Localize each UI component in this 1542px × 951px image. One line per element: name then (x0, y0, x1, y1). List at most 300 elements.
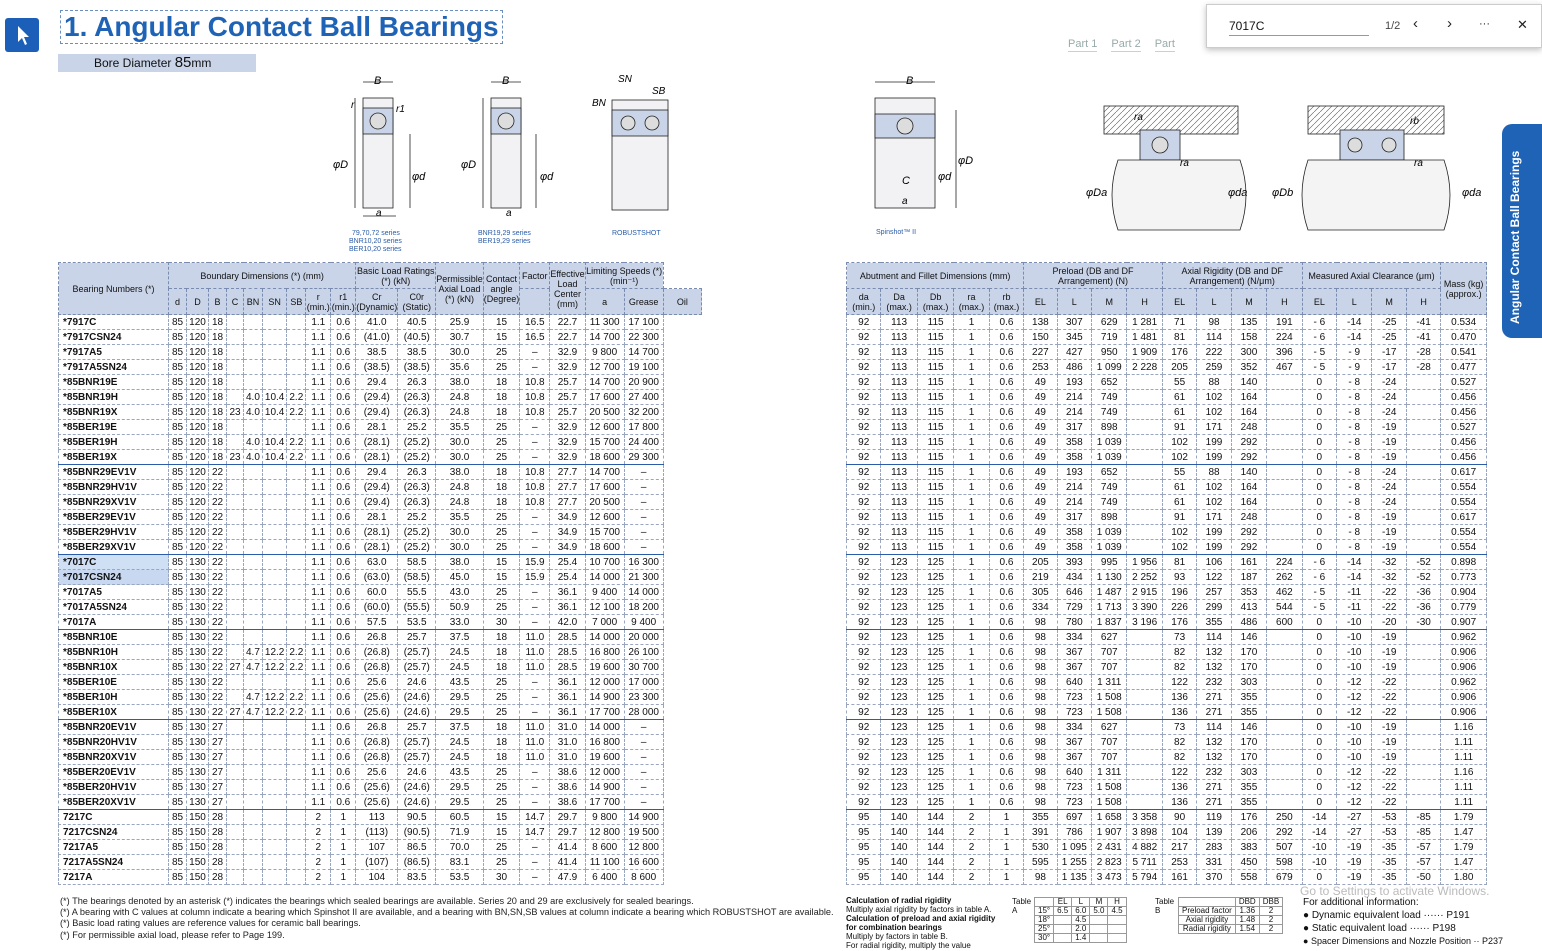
table-cell: 122 (1162, 765, 1196, 780)
find-prev-button[interactable]: ‹ (1413, 15, 1418, 32)
table-cell: 95 (847, 825, 881, 840)
table-cell: 85 (169, 645, 187, 660)
table-row (59, 405, 702, 420)
part-link[interactable]: Part 1 (1068, 38, 1098, 50)
table-cell: 27.7 (550, 480, 585, 495)
table-cell: 63.0 (356, 555, 398, 570)
table-cell: 303 (1231, 675, 1266, 690)
table-cell: 130 (187, 645, 209, 660)
table-cell (1406, 765, 1440, 780)
table-row (847, 780, 1487, 795)
table-cell: 26.8 (356, 720, 398, 735)
table-cell: - 6 (1302, 330, 1336, 345)
table-cell: 262 (1267, 570, 1302, 585)
table-cell: -12 (1337, 705, 1372, 720)
table-cell: 30.0 (436, 450, 484, 465)
table-cell: 1 (954, 525, 989, 540)
table-cell: 130 (187, 720, 209, 735)
table-cell (1127, 735, 1162, 750)
table-cell: 18 (209, 315, 227, 330)
table-cell: 25.9 (436, 315, 484, 330)
table-cell: 1.1 (306, 555, 331, 570)
table-row (59, 315, 702, 330)
table-cell: -10 (1337, 750, 1372, 765)
table-cell (287, 780, 306, 795)
table-cell: -11 (1337, 600, 1372, 615)
table-cell: Preload factor (1179, 907, 1236, 916)
table-b (1178, 897, 1283, 934)
table-cell (1406, 495, 1440, 510)
table-cell: – (520, 540, 550, 555)
table-cell: 25 (483, 585, 520, 600)
table-cell: 1 (954, 405, 989, 420)
table-cell: 10.4 (262, 435, 286, 450)
table-cell: Axial rigidity (1179, 916, 1236, 925)
table-cell (244, 480, 263, 495)
table-cell: (25.7) (398, 645, 436, 660)
table-cell: 292 (1231, 435, 1266, 450)
table-cell: – (520, 600, 550, 615)
table-cell: 5 794 (1127, 870, 1162, 885)
table-cell: 0.6 (989, 405, 1023, 420)
table-cell (244, 375, 263, 390)
find-next-button[interactable]: › (1447, 15, 1452, 32)
table-cell: 1 (954, 495, 989, 510)
table-cell: 113 (881, 360, 917, 375)
table-row (847, 315, 1487, 330)
table-cell: M (1090, 898, 1108, 907)
column-header: L (1337, 289, 1372, 315)
table-cell: 22 (209, 465, 227, 480)
table-cell: 0.6 (989, 600, 1023, 615)
table-row (59, 780, 702, 795)
table-cell: (28.1) (356, 450, 398, 465)
table-cell: 0.6 (989, 465, 1023, 480)
table-cell: (28.1) (356, 525, 398, 540)
table-row (59, 600, 702, 615)
table-cell: 2 823 (1092, 855, 1127, 870)
table-cell: 367 (1057, 750, 1091, 765)
table-cell: 70.0 (436, 840, 484, 855)
table-cell: L (1072, 898, 1090, 907)
table-cell: (24.6) (398, 690, 436, 705)
table-cell: 83.1 (436, 855, 484, 870)
table-cell: 102 (1162, 435, 1196, 450)
table-cell (1406, 480, 1440, 495)
table-cell: 0.6 (331, 795, 356, 810)
table-cell: -35 (1372, 840, 1406, 855)
table-cell (1108, 916, 1126, 925)
table-cell (262, 345, 286, 360)
table-cell: -57 (1406, 840, 1440, 855)
table-cell (262, 375, 286, 390)
table-cell: 38.6 (550, 765, 585, 780)
table-cell: 10.8 (520, 405, 550, 420)
info-item[interactable]: ● Dynamic equivalent load ······ P191 (1303, 910, 1470, 921)
table-cell: -24 (1372, 465, 1406, 480)
table-cell (262, 750, 286, 765)
side-tab[interactable]: Angular Contact Ball Bearings (1502, 124, 1542, 338)
table-row (847, 465, 1487, 480)
table-row (59, 375, 702, 390)
table-cell: 1.4 (1072, 934, 1090, 943)
table-cell: 427 (1057, 345, 1091, 360)
table-cell: 1 (954, 600, 989, 615)
table-cell: 749 (1092, 405, 1127, 420)
table-row (847, 555, 1487, 570)
table-cell: - 8 (1337, 450, 1372, 465)
table-cell: -53 (1372, 810, 1406, 825)
table-cell (287, 330, 306, 345)
dim-label: C (902, 175, 910, 187)
table-cell (227, 810, 244, 825)
table-cell: 92 (847, 495, 881, 510)
table-row (847, 405, 1487, 420)
table-cell: 125 (917, 660, 953, 675)
table-cell: 697 (1057, 810, 1091, 825)
table-cell: 92 (847, 585, 881, 600)
table-cell: 171 (1197, 420, 1231, 435)
table-cell: 25 (483, 450, 520, 465)
table-cell: -22 (1372, 795, 1406, 810)
table-cell (1127, 750, 1162, 765)
table-cell: 271 (1197, 690, 1231, 705)
table-cell: 898 (1092, 510, 1127, 525)
table-cell: (55.5) (398, 600, 436, 615)
table-cell (1090, 916, 1108, 925)
table-cell: 1.1 (306, 675, 331, 690)
table-cell: 193 (1057, 465, 1091, 480)
table-cell: 2 (1259, 916, 1282, 925)
table-cell: 1 039 (1092, 525, 1127, 540)
table-cell (227, 690, 244, 705)
table-cell: (25.2) (398, 525, 436, 540)
table-cell: 26.3 (398, 375, 436, 390)
table-cell: (25.7) (398, 660, 436, 675)
table-cell: 102 (1162, 450, 1196, 465)
table-cell: 6.0 (1072, 907, 1090, 916)
table-cell: 0.6 (989, 720, 1023, 735)
table-cell: (29.4) (356, 405, 398, 420)
table-cell: 1.1 (306, 345, 331, 360)
table-cell: 123 (881, 675, 917, 690)
table-cell (262, 360, 286, 375)
table-cell: 170 (1231, 735, 1266, 750)
table-cell (244, 855, 263, 870)
diagram-abutment-double (1302, 106, 1450, 230)
table-cell: 1 (954, 555, 989, 570)
table-cell: 85 (169, 615, 187, 630)
table-cell: 14 000 (624, 585, 663, 600)
table-cell: 92 (847, 555, 881, 570)
bearing-number: *85BNR10H (59, 645, 169, 660)
part-link[interactable]: Part (1154, 38, 1175, 50)
table-cell: 20 000 (624, 630, 663, 645)
table-cell: 0.6 (331, 390, 356, 405)
table-cell (1406, 465, 1440, 480)
table-cell: 92 (847, 345, 881, 360)
table-cell: 123 (881, 645, 917, 660)
table-cell: 22 (209, 705, 227, 720)
table-cell: 14 700 (585, 330, 624, 345)
table-cell: 158 (1231, 330, 1266, 345)
table-cell: 0.6 (331, 435, 356, 450)
table-cell: 1 311 (1092, 675, 1127, 690)
table-cell: 14 000 (585, 720, 624, 735)
table-cell: 25.7 (398, 720, 436, 735)
table-cell: 85 (169, 375, 187, 390)
table-row (847, 765, 1487, 780)
table-cell: 130 (187, 660, 209, 675)
table-cell: 22 (209, 600, 227, 615)
table-cell: 27 (209, 765, 227, 780)
table-cell (227, 390, 244, 405)
dim-label: BN (592, 98, 606, 109)
diagram-robustshot (612, 100, 668, 210)
table-cell (1267, 675, 1302, 690)
table-cell: 114 (1197, 330, 1231, 345)
table-cell: (24.6) (398, 795, 436, 810)
table-cell (227, 555, 244, 570)
table-cell: 11.0 (520, 735, 550, 750)
table-cell: 176 (1162, 345, 1196, 360)
table-cell: 1.11 (1441, 795, 1487, 810)
table-cell: 1 508 (1092, 705, 1127, 720)
table-cell: 113 (881, 525, 917, 540)
table-cell: – (624, 750, 663, 765)
table-row (847, 840, 1487, 855)
table-cell: 120 (187, 375, 209, 390)
table-cell (287, 465, 306, 480)
table-cell: (25.7) (398, 750, 436, 765)
table-cell: – (520, 510, 550, 525)
table-cell: 0.6 (989, 795, 1023, 810)
table-cell: -85 (1406, 825, 1440, 840)
table-cell: 305 (1024, 585, 1057, 600)
table-cell: 92 (847, 480, 881, 495)
table-row (847, 525, 1487, 540)
table-cell: 115 (917, 315, 953, 330)
table-cell: 14 900 (624, 810, 663, 825)
table-cell: 32.9 (550, 345, 585, 360)
table-cell: 28.1 (356, 420, 398, 435)
info-item[interactable]: ● Spacer Dimensions and Nozzle Position ·· P237 (1303, 936, 1504, 946)
table-cell (227, 480, 244, 495)
bearing-number: *7017A (59, 615, 169, 630)
table-cell: (25.6) (356, 780, 398, 795)
table-cell: 85 (169, 840, 187, 855)
table-row (847, 705, 1487, 720)
table-cell: 1 130 (1092, 570, 1127, 585)
table-cell: 3 196 (1127, 615, 1162, 630)
table-cell: 12.2 (262, 690, 286, 705)
table-cell: 0.456 (1441, 405, 1487, 420)
table-a (1034, 897, 1127, 943)
table-cell: 49 (1024, 390, 1057, 405)
table-cell: 104 (1162, 825, 1196, 840)
table-cell: 85 (169, 465, 187, 480)
table-cell: 217 (1162, 840, 1196, 855)
table-cell: 85 (169, 600, 187, 615)
table-cell: (86.5) (398, 855, 436, 870)
table-cell (287, 825, 306, 840)
table-cell: (25.6) (356, 795, 398, 810)
find-close-button[interactable]: ✕ (1517, 17, 1528, 32)
bearing-number: *7917A5SN24 (59, 360, 169, 375)
table-cell: 0 (1302, 735, 1336, 750)
table-cell: 219 (1024, 570, 1057, 585)
table-cell: 0 (1302, 765, 1336, 780)
table-a-label: Table A (1012, 897, 1032, 915)
table-cell: 0 (1302, 615, 1336, 630)
table-cell: 345 (1057, 330, 1091, 345)
table-cell: 434 (1057, 570, 1091, 585)
table-cell: (29.4) (356, 480, 398, 495)
table-cell: 27 (227, 705, 244, 720)
table-cell: (26.8) (356, 660, 398, 675)
find-more-button[interactable]: ··· (1479, 18, 1490, 30)
table-cell: -30 (1406, 615, 1440, 630)
table-cell: 25 (483, 795, 520, 810)
table-cell: 1.1 (306, 420, 331, 435)
table-cell: 85 (169, 630, 187, 645)
table-cell: 450 (1231, 855, 1266, 870)
table-cell: 146 (1231, 630, 1266, 645)
info-item[interactable]: ● Static equivalent load ······ P198 (1303, 923, 1456, 934)
table-cell: 18 (209, 420, 227, 435)
table-cell: – (624, 765, 663, 780)
table-cell: 749 (1092, 390, 1127, 405)
table-cell: -24 (1372, 480, 1406, 495)
table-cell: 227 (1024, 345, 1057, 360)
table-cell: 214 (1057, 495, 1091, 510)
table-cell: 271 (1197, 795, 1231, 810)
table-cell: 9 800 (585, 345, 624, 360)
table-cell: 140 (881, 870, 917, 885)
table-cell: 85 (169, 720, 187, 735)
header-effective: Effective Load Center (mm) (550, 263, 585, 315)
table-cell: 130 (187, 615, 209, 630)
table-cell: 0.906 (1441, 705, 1487, 720)
table-cell: 49 (1024, 525, 1057, 540)
table-cell (287, 615, 306, 630)
table-cell: 123 (881, 705, 917, 720)
table-cell: 0.6 (331, 690, 356, 705)
table-cell: 205 (1024, 555, 1057, 570)
table-cell: 0 (1302, 540, 1336, 555)
table-cell: 1.80 (1441, 870, 1487, 885)
table-cell: 120 (187, 540, 209, 555)
table-cell: 38.0 (436, 465, 484, 480)
table-cell: 1 (954, 675, 989, 690)
find-input[interactable]: 7017C (1229, 19, 1369, 36)
column-header: L (1197, 289, 1231, 315)
table-cell: 486 (1057, 360, 1091, 375)
part-links (1068, 38, 1189, 50)
table-cell: 92 (847, 420, 881, 435)
table-cell: -10 (1337, 660, 1372, 675)
table-cell: -22 (1372, 765, 1406, 780)
table-cell: 146 (1231, 720, 1266, 735)
column-header: H (1406, 289, 1440, 315)
table-cell: 1.1 (306, 615, 331, 630)
table-cell: 707 (1092, 735, 1127, 750)
table-cell: 30 700 (624, 660, 663, 675)
table-cell: 92 (847, 360, 881, 375)
table-cell: 115 (917, 420, 953, 435)
header-permissible: Permissible Axial Load (*) (kN) (436, 263, 484, 315)
table-cell: 115 (917, 465, 953, 480)
table-cell: 1 508 (1092, 780, 1127, 795)
table-cell: 130 (187, 795, 209, 810)
table-cell: DBB (1259, 898, 1282, 907)
table-cell: 98 (1024, 765, 1057, 780)
table-cell: 1.79 (1441, 810, 1487, 825)
table-cell (1406, 390, 1440, 405)
table-cell: 120 (187, 495, 209, 510)
table-cell: 1 (989, 840, 1023, 855)
table-cell: 95 (847, 840, 881, 855)
table-cell: 35.6 (436, 360, 484, 375)
table-cell: 11.0 (520, 660, 550, 675)
table-cell: 0.554 (1441, 480, 1487, 495)
table-cell: 15 (483, 330, 520, 345)
table-cell (227, 435, 244, 450)
table-cell: 0.6 (989, 420, 1023, 435)
table-cell: 1 907 (1092, 825, 1127, 840)
table-cell: - 8 (1337, 420, 1372, 435)
table-cell (1406, 645, 1440, 660)
table-cell (1406, 375, 1440, 390)
table-cell: 0.6 (331, 750, 356, 765)
column-header: a (585, 289, 624, 315)
table-cell (262, 570, 286, 585)
table-cell (262, 315, 286, 330)
table-cell: 393 (1057, 555, 1091, 570)
table-cell: 29.5 (436, 690, 484, 705)
table-cell (1267, 450, 1302, 465)
diagram-caption: BNR19,29 series (478, 230, 531, 237)
table-cell (262, 825, 286, 840)
table-cell: - 5 (1302, 345, 1336, 360)
table-cell: 4.7 (244, 645, 263, 660)
table-cell: 248 (1231, 510, 1266, 525)
select-tool-button[interactable] (5, 18, 39, 52)
table-cell: 32.9 (550, 450, 585, 465)
table-cell: (25.2) (398, 540, 436, 555)
table-cell (1054, 925, 1072, 934)
table-cell: 55 (1162, 375, 1196, 390)
table-cell: 98 (1024, 735, 1057, 750)
table-cell: 29 300 (624, 450, 663, 465)
table-cell: 367 (1057, 645, 1091, 660)
table-cell: 1.54 (1235, 925, 1259, 934)
table-cell: 0.6 (989, 450, 1023, 465)
table-cell: 98 (1024, 750, 1057, 765)
table-cell: 125 (917, 675, 953, 690)
table-cell: 30.0 (436, 435, 484, 450)
bearing-number: *7917A5 (59, 345, 169, 360)
diagram-19-29 (483, 82, 536, 208)
table-cell: 199 (1197, 450, 1231, 465)
part-link[interactable]: Part 2 (1111, 38, 1141, 50)
table-cell: -41 (1406, 330, 1440, 345)
table-row (59, 705, 702, 720)
table-cell: 257 (1197, 585, 1231, 600)
table-cell: 123 (881, 780, 917, 795)
bearing-number: *7917CSN24 (59, 330, 169, 345)
table-cell: 71 (1162, 315, 1196, 330)
